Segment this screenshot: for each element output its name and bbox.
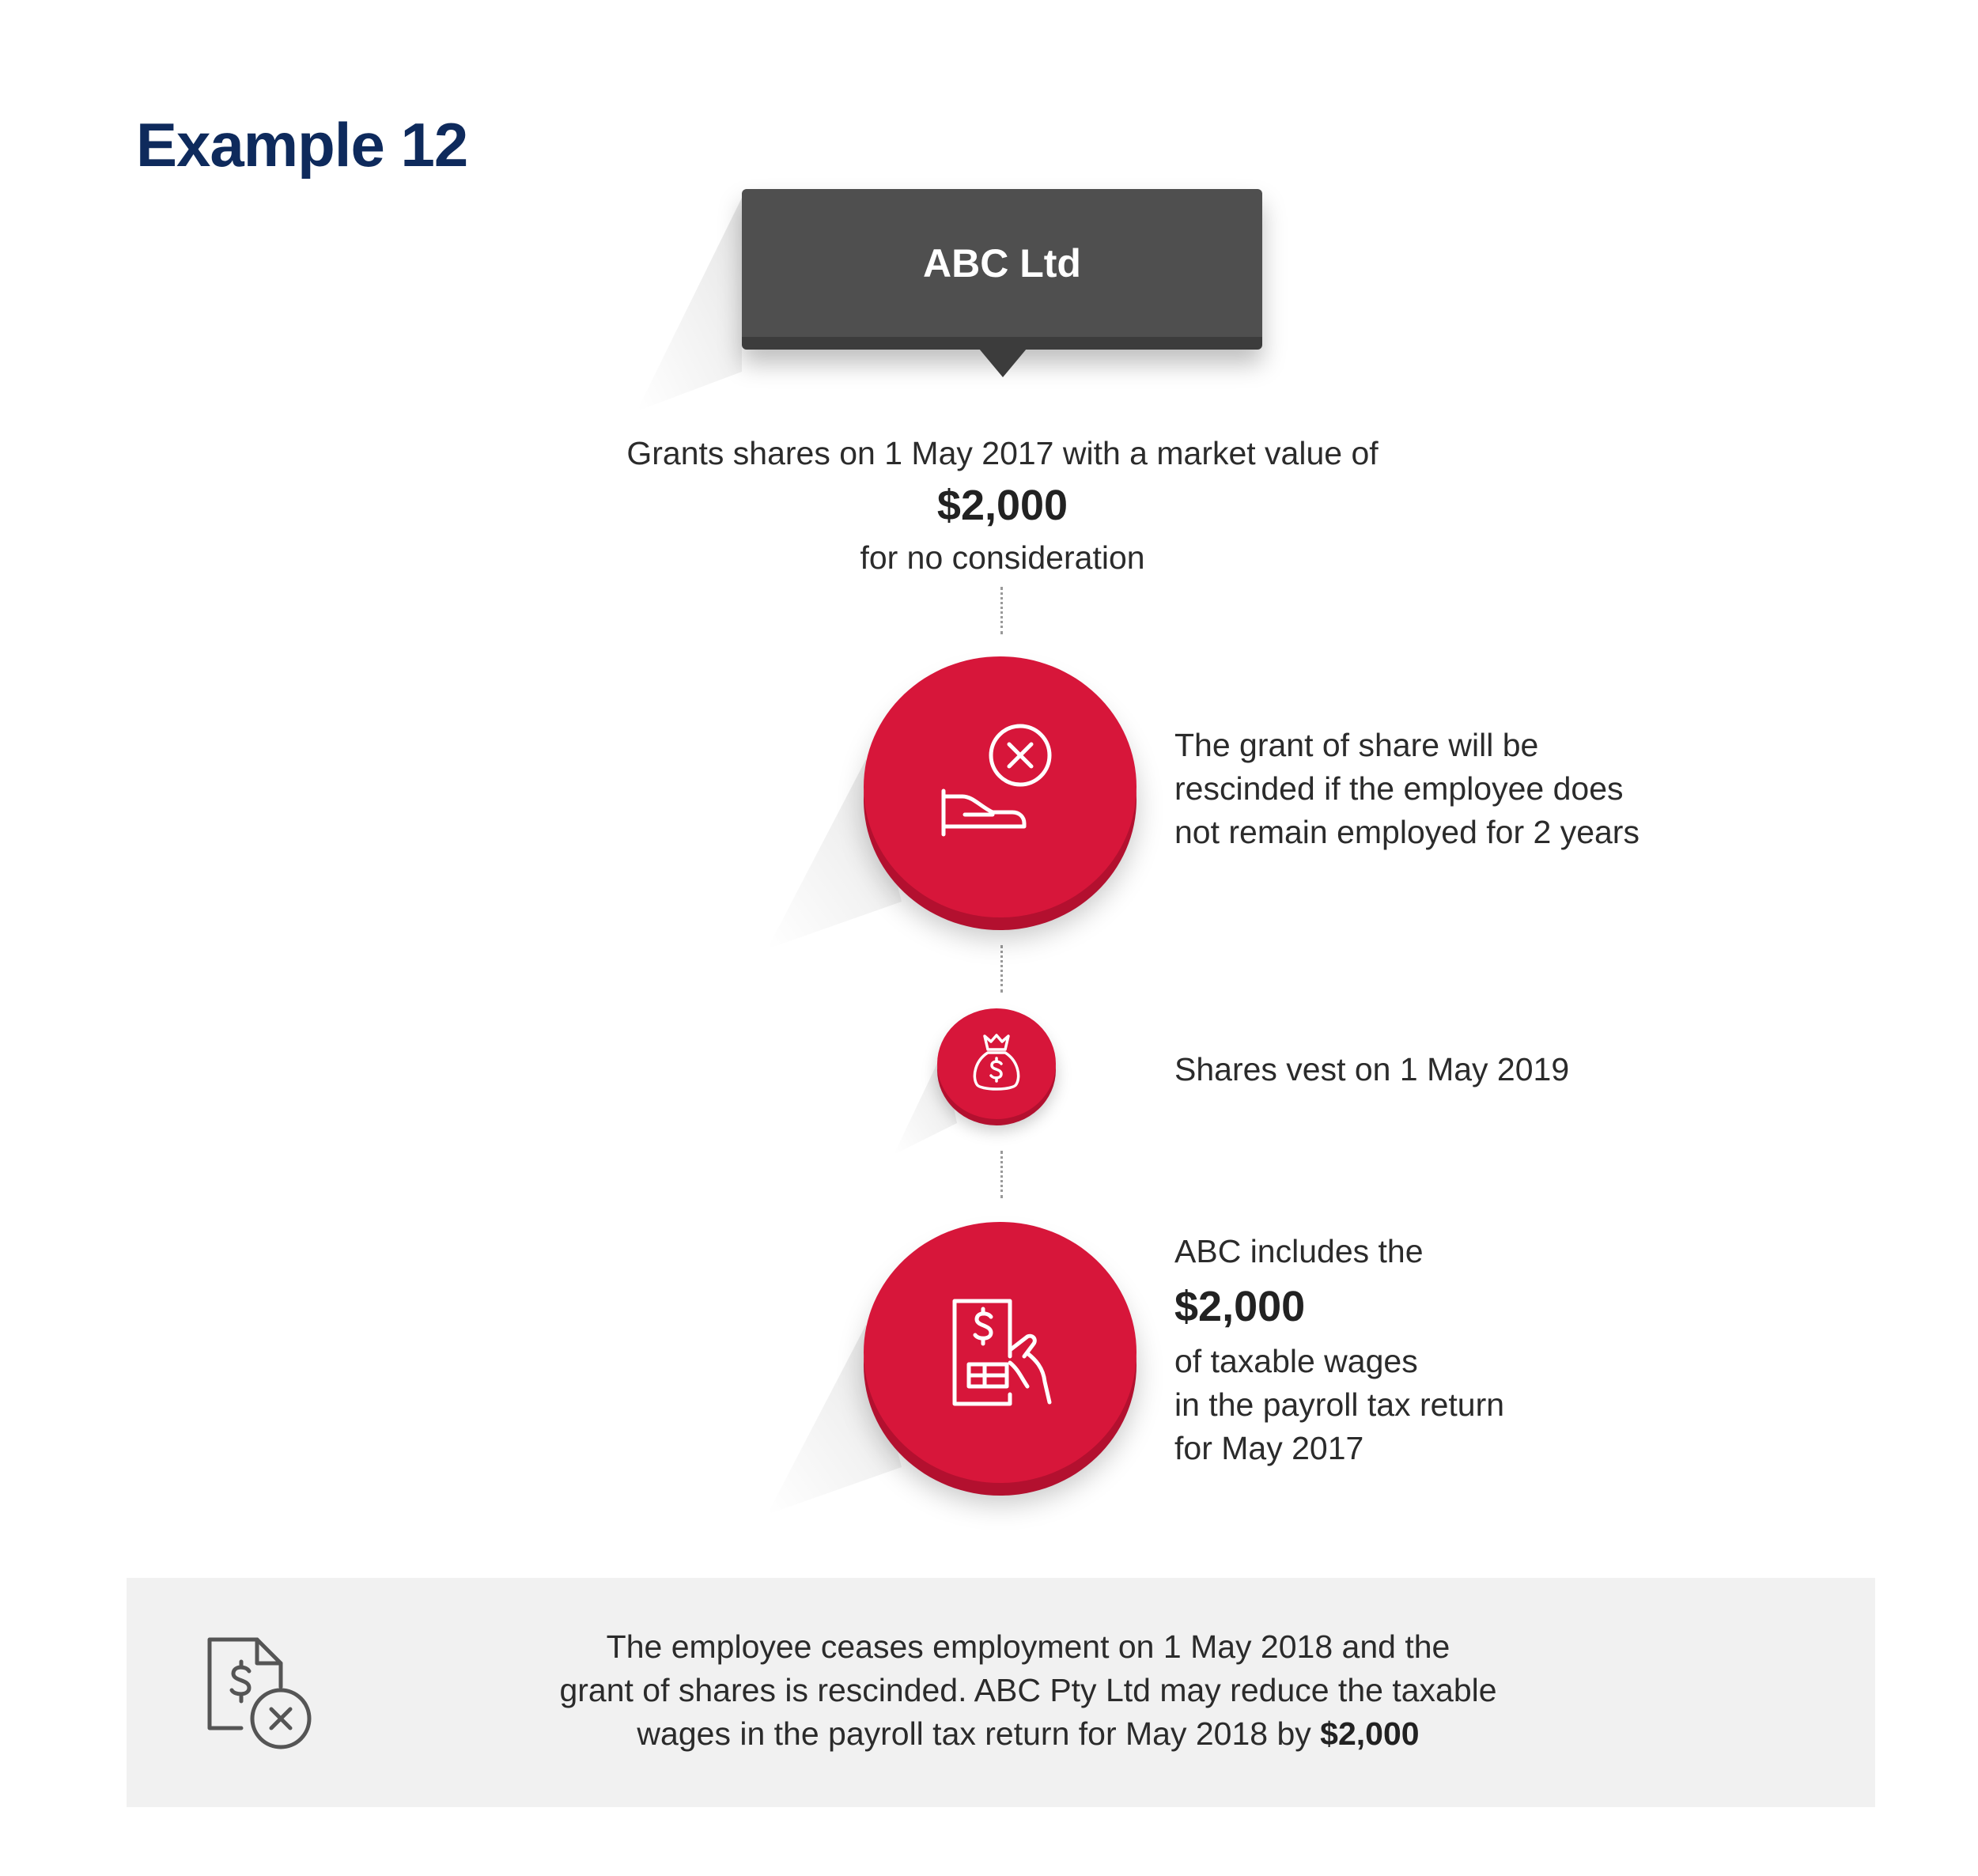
step-1-line: rescinded if the employee does <box>1174 770 1624 807</box>
note-line-3 <box>427 1712 1629 1756</box>
step-3-line: for May 2017 <box>1174 1430 1364 1466</box>
money-bag-icon <box>969 1032 1024 1095</box>
page-title: Example 12 <box>136 110 468 180</box>
hand-holding-invoice-icon <box>945 1293 1064 1412</box>
step-3-circle <box>864 1222 1136 1483</box>
company-box-pointer <box>979 349 1027 377</box>
note-line-3-text: wages in the payroll tax return for May 2018 by <box>637 1715 1311 1752</box>
document-dollar-cancel-icon <box>202 1633 320 1752</box>
grant-line-2: for no consideration <box>860 539 1145 576</box>
step-1-line: not remain employed for 2 years <box>1174 814 1640 850</box>
step-1-line: The grant of share will be <box>1174 727 1539 763</box>
step-3-text <box>1174 1230 1728 1470</box>
connector-1 <box>1000 587 1003 634</box>
step-3-intro: ABC includes the <box>1174 1233 1424 1269</box>
step-2-text <box>1174 1048 1728 1091</box>
step-3-line: in the payroll tax return <box>1174 1386 1505 1423</box>
step-3-line: of taxable wages <box>1174 1343 1418 1379</box>
step-1-circle <box>864 656 1136 917</box>
step-3-amount: $2,000 <box>1174 1283 1306 1330</box>
company-box <box>742 189 1262 350</box>
step-1-text <box>1174 724 1728 854</box>
connector-2 <box>1000 945 1003 993</box>
step-2-circle <box>937 1008 1056 1119</box>
note-amount: $2,000 <box>1320 1715 1420 1752</box>
hand-with-cancel-icon <box>937 724 1056 842</box>
note-text <box>427 1625 1629 1756</box>
note-line-2: grant of shares is rescinded. ABC Pty Ltd may reduce the taxable <box>559 1672 1497 1708</box>
company-name: ABC Ltd <box>923 240 1081 286</box>
grant-line-1: Grants shares on 1 May 2017 with a market value of <box>626 435 1379 471</box>
connector-3 <box>1000 1151 1003 1198</box>
step-2-line: Shares vest on 1 May 2019 <box>1174 1051 1570 1087</box>
grant-description <box>475 427 1530 584</box>
grant-amount: $2,000 <box>936 482 1068 529</box>
note-line-1: The employee ceases employment on 1 May 2018 and the <box>606 1628 1450 1665</box>
